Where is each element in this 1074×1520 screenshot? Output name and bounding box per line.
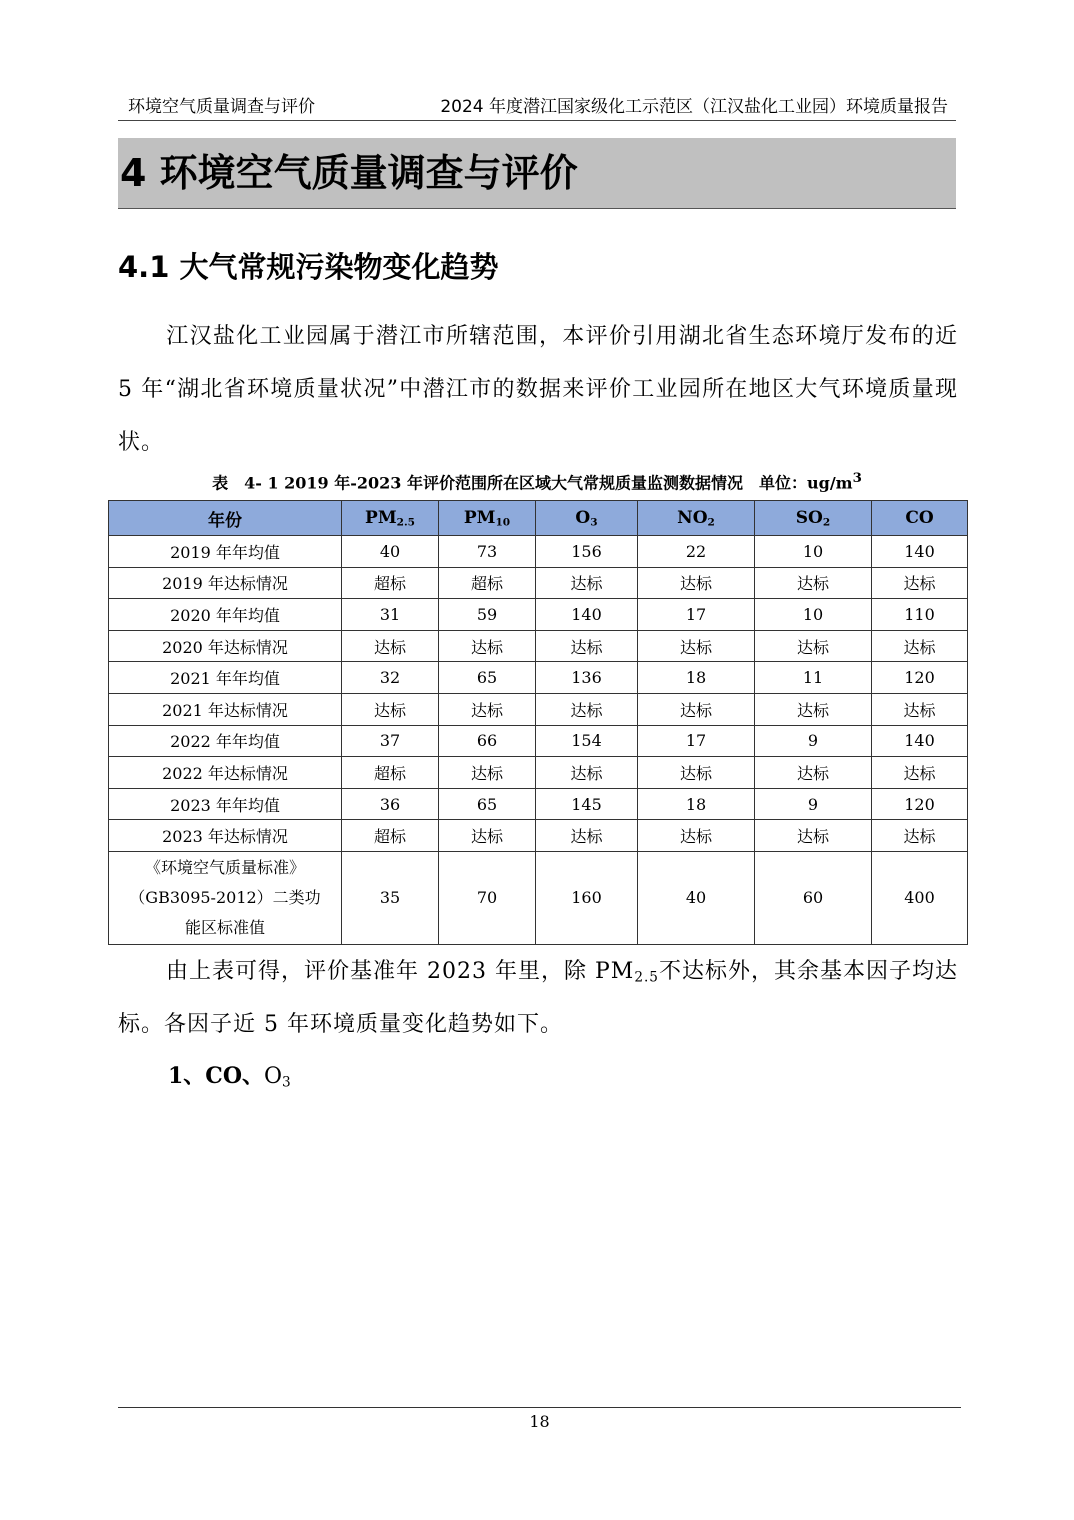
column-header — [755, 501, 872, 536]
column-header — [872, 501, 968, 536]
table-cell: 达标 — [536, 820, 638, 852]
table-cell: 超标 — [342, 757, 439, 789]
standard-value-cell: 160 — [536, 851, 638, 944]
column-header-label: PM — [365, 508, 397, 528]
table-cell: 156 — [536, 536, 638, 568]
table-cell: 22 — [638, 536, 755, 568]
table-cell: 达标 — [755, 630, 872, 662]
standard-label-line: 能区标准值 — [184, 917, 265, 937]
row-label-cell: 2020 年达标情况 — [109, 630, 342, 662]
conclusion-subscript: 2.5 — [634, 969, 659, 986]
table-cell: 37 — [342, 725, 439, 757]
standard-row — [109, 851, 968, 944]
table-cell: 145 — [536, 788, 638, 820]
table-caption — [108, 470, 966, 493]
subheading-subscript: 3 — [282, 1074, 291, 1091]
chapter-title: 4 环境空气质量调查与评价 — [118, 138, 956, 209]
table-cell: 18 — [638, 662, 755, 694]
standard-value-cell: 70 — [439, 851, 536, 944]
table-cell: 10 — [755, 536, 872, 568]
table-cell: 136 — [536, 662, 638, 694]
table-cell: 120 — [872, 662, 968, 694]
row-label-cell: 2023 年年均值 — [109, 788, 342, 820]
standard-value-cell: 400 — [872, 851, 968, 944]
column-header-label: O — [575, 508, 591, 528]
table-cell: 达标 — [638, 693, 755, 725]
column-header-subscript: 2 — [822, 516, 831, 529]
subheading-bold-part: 1、CO、 — [168, 1063, 264, 1089]
standard-value-cell: 60 — [755, 851, 872, 944]
table-row — [109, 788, 968, 820]
table-cell: 17 — [638, 599, 755, 631]
table-cell: 达标 — [439, 757, 536, 789]
column-header-label: PM — [463, 508, 496, 528]
page-number: 18 — [529, 1412, 550, 1431]
row-label-cell: 2022 年年均值 — [109, 725, 342, 757]
column-header-label: CO — [905, 508, 934, 528]
table-cell: 40 — [342, 536, 439, 568]
table-cell: 59 — [439, 599, 536, 631]
table-row — [109, 630, 968, 662]
table-cell: 9 — [755, 788, 872, 820]
table-cell: 达标 — [872, 693, 968, 725]
table-row — [109, 725, 968, 757]
table-cell: 31 — [342, 599, 439, 631]
table-cell: 18 — [638, 788, 755, 820]
table-cell: 超标 — [439, 567, 536, 599]
table-cell: 达标 — [872, 630, 968, 662]
column-header-subscript: 10 — [495, 516, 511, 529]
row-label-cell: 2019 年年均值 — [109, 536, 342, 568]
row-label-cell: 2019 年达标情况 — [109, 567, 342, 599]
row-label-cell: 2020 年年均值 — [109, 599, 342, 631]
table-cell: 达标 — [439, 693, 536, 725]
table-cell: 65 — [439, 788, 536, 820]
table-cell: 达标 — [536, 757, 638, 789]
table-cell: 达标 — [536, 630, 638, 662]
air-quality-table — [108, 500, 968, 945]
table-cell: 达标 — [536, 567, 638, 599]
table-cell: 达标 — [439, 630, 536, 662]
table-cell: 达标 — [755, 757, 872, 789]
standard-label-line: （GB3095-2012）二类功 — [129, 887, 321, 907]
table-cell: 达标 — [872, 757, 968, 789]
column-header — [109, 501, 342, 536]
table-cell: 达标 — [755, 693, 872, 725]
table-cell: 达标 — [872, 820, 968, 852]
table-header-row — [109, 501, 968, 536]
table-cell: 超标 — [342, 820, 439, 852]
table-cell: 超标 — [342, 567, 439, 599]
table-cell: 9 — [755, 725, 872, 757]
table-row — [109, 599, 968, 631]
table-row — [109, 536, 968, 568]
table-cell: 36 — [342, 788, 439, 820]
column-header — [439, 501, 536, 536]
table-cell: 154 — [536, 725, 638, 757]
standard-label-line: 《环境空气质量标准》 — [144, 857, 305, 877]
table-cell: 11 — [755, 662, 872, 694]
column-header-subscript: 3 — [590, 516, 598, 529]
header-left-title: 环境空气质量调查与评价 — [128, 97, 315, 117]
column-header-subscript: 2 — [707, 516, 715, 529]
column-header-label: NO — [677, 508, 708, 528]
table-cell: 达标 — [638, 567, 755, 599]
column-header-label: SO — [795, 508, 823, 528]
standard-value-cell: 35 — [342, 851, 439, 944]
subheading-co-o3 — [168, 1058, 291, 1095]
table-cell: 达标 — [755, 567, 872, 599]
column-header — [342, 501, 439, 536]
row-label-cell: 2021 年达标情况 — [109, 693, 342, 725]
header-right-title: 2024 年度潜江国家级化工示范区（江汉盐化工业园）环境质量报告 — [440, 97, 948, 117]
table-cell: 110 — [872, 599, 968, 631]
table-cell: 达标 — [638, 820, 755, 852]
table-row — [109, 662, 968, 694]
table-cell: 达标 — [342, 630, 439, 662]
footer-divider — [118, 1407, 961, 1408]
table-cell: 66 — [439, 725, 536, 757]
table-row — [109, 820, 968, 852]
table-cell: 73 — [439, 536, 536, 568]
table-cell: 65 — [439, 662, 536, 694]
table-cell: 120 — [872, 788, 968, 820]
page-header — [118, 88, 956, 121]
table-row — [109, 757, 968, 789]
column-header-subscript: 2.5 — [396, 516, 415, 529]
row-label-cell: 2021 年年均值 — [109, 662, 342, 694]
table-cell: 32 — [342, 662, 439, 694]
table-cell: 达标 — [342, 693, 439, 725]
table-cell: 达标 — [638, 630, 755, 662]
row-label-cell: 2022 年达标情况 — [109, 757, 342, 789]
table-cell: 达标 — [638, 757, 755, 789]
standard-label-cell — [109, 851, 342, 944]
table-cell: 17 — [638, 725, 755, 757]
intro-paragraph — [118, 310, 958, 469]
table-cell: 140 — [872, 725, 968, 757]
standard-value-cell: 40 — [638, 851, 755, 944]
section-title: 4.1 大气常规污染物变化趋势 — [118, 250, 499, 284]
table-cell: 达标 — [439, 820, 536, 852]
row-label-cell: 2023 年达标情况 — [109, 820, 342, 852]
table-cell: 达标 — [536, 693, 638, 725]
table-row — [109, 693, 968, 725]
conclusion-text-after: 不达标外，其余基本因子均达标。各因子近 5 年环境质量变化趋势如下。 — [118, 959, 958, 1037]
intro-paragraph-text: 江汉盐化工业园属于潜江市所辖范围，本评价引用湖北省生态环境厅发布的近 5 年“湖北省环境质量状况”中潜江市的数据来评价工业园所在地区大气环境质量现状。 — [118, 324, 958, 455]
table-cell: 10 — [755, 599, 872, 631]
table-cell: 达标 — [872, 567, 968, 599]
table-cell: 140 — [872, 536, 968, 568]
table-row — [109, 567, 968, 599]
table-caption-unit-superscript: 3 — [852, 470, 862, 486]
table-caption-text: 表 4- 1 2019 年-2023 年评价范围所在区域大气常规质量监测数据情况 单位：ug/m — [212, 473, 853, 493]
conclusion-text-before: 由上表可得，评价基准年 2023 年里，除 PM — [166, 959, 635, 984]
subheading-plain-part: O — [263, 1064, 283, 1089]
table-cell: 140 — [536, 599, 638, 631]
column-header-label: 年份 — [208, 510, 242, 531]
conclusion-paragraph — [118, 945, 958, 1051]
column-header — [638, 501, 755, 536]
column-header — [536, 501, 638, 536]
table-cell: 达标 — [755, 820, 872, 852]
